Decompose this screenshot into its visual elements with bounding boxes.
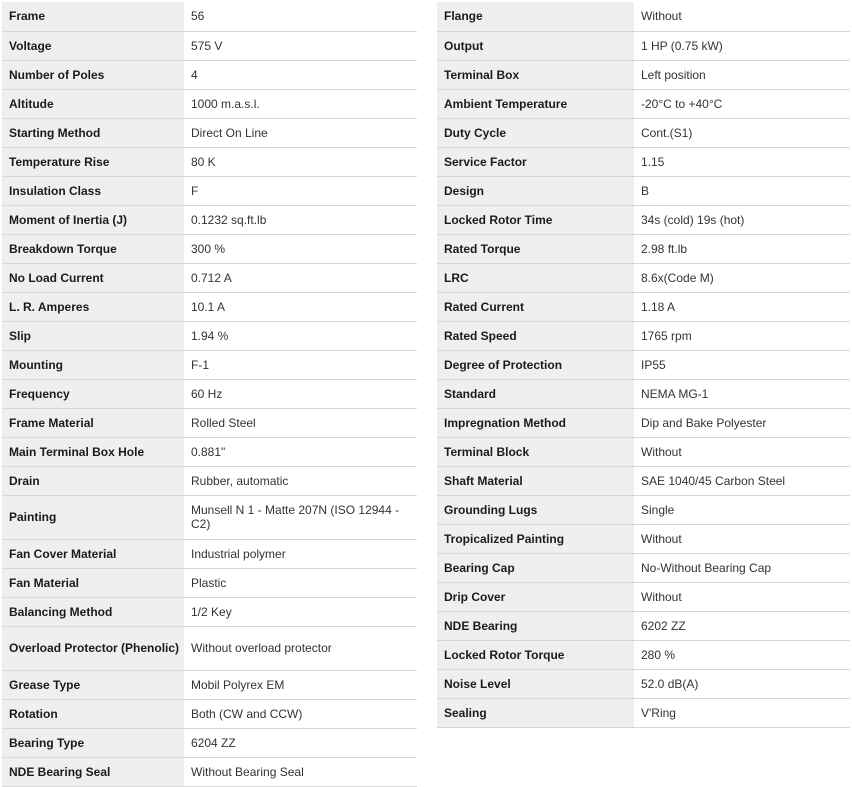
spec-row xyxy=(2,495,417,539)
spec-label: Frame Material xyxy=(2,408,184,437)
spec-value: 60 Hz xyxy=(184,379,417,408)
spec-value: 34s (cold) 19s (hot) xyxy=(634,205,850,234)
spec-value: 1 HP (0.75 kW) xyxy=(634,31,850,60)
spec-row xyxy=(437,2,850,31)
spec-label: Bearing Cap xyxy=(437,553,634,582)
spec-label: Fan Material xyxy=(2,568,184,597)
spec-value: 300 % xyxy=(184,234,417,263)
spec-label: Rated Torque xyxy=(437,234,634,263)
spec-label: Duty Cycle xyxy=(437,118,634,147)
spec-row xyxy=(2,31,417,60)
spec-label: Noise Level xyxy=(437,669,634,698)
spec-row xyxy=(437,495,850,524)
spec-value: 0.712 A xyxy=(184,263,417,292)
spec-value: Direct On Line xyxy=(184,118,417,147)
spec-label: Locked Rotor Time xyxy=(437,205,634,234)
spec-label: Drip Cover xyxy=(437,582,634,611)
spec-row xyxy=(437,582,850,611)
spec-label: Grounding Lugs xyxy=(437,495,634,524)
spec-label: Standard xyxy=(437,379,634,408)
spec-row xyxy=(437,669,850,698)
spec-label: Terminal Box xyxy=(437,60,634,89)
spec-row xyxy=(2,205,417,234)
spec-label: Fan Cover Material xyxy=(2,539,184,568)
spec-label: Starting Method xyxy=(2,118,184,147)
spec-value: 1000 m.a.s.l. xyxy=(184,89,417,118)
spec-value: Without xyxy=(634,524,850,553)
spec-value: 6204 ZZ xyxy=(184,728,417,757)
spec-value: Cont.(S1) xyxy=(634,118,850,147)
spec-row xyxy=(437,321,850,350)
spec-value: 280 % xyxy=(634,640,850,669)
spec-value: -20°C to +40°C xyxy=(634,89,850,118)
spec-value: Left position xyxy=(634,60,850,89)
spec-row xyxy=(2,292,417,321)
left-spec-table-body xyxy=(2,2,417,786)
spec-value: Rubber, automatic xyxy=(184,466,417,495)
spec-value: Plastic xyxy=(184,568,417,597)
spec-row xyxy=(437,60,850,89)
spec-row xyxy=(437,31,850,60)
spec-row xyxy=(2,263,417,292)
spec-value: 1/2 Key xyxy=(184,597,417,626)
spec-row xyxy=(2,597,417,626)
spec-label: Drain xyxy=(2,466,184,495)
spec-label: Degree of Protection xyxy=(437,350,634,379)
spec-label: Moment of Inertia (J) xyxy=(2,205,184,234)
spec-row xyxy=(2,147,417,176)
spec-row xyxy=(2,379,417,408)
spec-label: Flange xyxy=(437,2,634,31)
spec-value: Both (CW and CCW) xyxy=(184,699,417,728)
spec-label: Frequency xyxy=(2,379,184,408)
spec-label: Rotation xyxy=(2,699,184,728)
spec-value: IP55 xyxy=(634,350,850,379)
spec-row xyxy=(437,234,850,263)
spec-label: Breakdown Torque xyxy=(2,234,184,263)
spec-row xyxy=(2,118,417,147)
spec-row xyxy=(437,524,850,553)
spec-row xyxy=(437,466,850,495)
spec-value: No-Without Bearing Cap xyxy=(634,553,850,582)
spec-row xyxy=(2,626,417,670)
spec-row xyxy=(437,350,850,379)
spec-row xyxy=(437,611,850,640)
spec-value: Without xyxy=(634,437,850,466)
spec-row xyxy=(437,698,850,727)
right-spec-table xyxy=(437,2,850,728)
spec-row xyxy=(2,408,417,437)
spec-value: 0.881" xyxy=(184,437,417,466)
spec-label: Balancing Method xyxy=(2,597,184,626)
spec-value: Dip and Bake Polyester xyxy=(634,408,850,437)
spec-label: NDE Bearing Seal xyxy=(2,757,184,786)
spec-row xyxy=(2,234,417,263)
spec-value: Rolled Steel xyxy=(184,408,417,437)
spec-row xyxy=(437,147,850,176)
spec-value: F xyxy=(184,176,417,205)
spec-value: NEMA MG-1 xyxy=(634,379,850,408)
spec-label: L. R. Amperes xyxy=(2,292,184,321)
spec-label: Painting xyxy=(2,495,184,539)
spec-label: Altitude xyxy=(2,89,184,118)
spec-row xyxy=(2,89,417,118)
spec-label: Grease Type xyxy=(2,670,184,699)
spec-value: 80 K xyxy=(184,147,417,176)
spec-label: Tropicalized Painting xyxy=(437,524,634,553)
spec-value: F-1 xyxy=(184,350,417,379)
spec-label: Insulation Class xyxy=(2,176,184,205)
spec-value: 1.18 A xyxy=(634,292,850,321)
spec-row xyxy=(437,292,850,321)
spec-row xyxy=(2,699,417,728)
spec-row xyxy=(437,379,850,408)
spec-value: Without Bearing Seal xyxy=(184,757,417,786)
spec-value: 2.98 ft.lb xyxy=(634,234,850,263)
spec-value: Munsell N 1 - Matte 207N (ISO 12944 - C2) xyxy=(184,495,417,539)
spec-label: Mounting xyxy=(2,350,184,379)
spec-row xyxy=(437,176,850,205)
spec-label: Main Terminal Box Hole xyxy=(2,437,184,466)
spec-row xyxy=(437,408,850,437)
spec-value: 10.1 A xyxy=(184,292,417,321)
spec-label: Frame xyxy=(2,2,184,31)
spec-value: 575 V xyxy=(184,31,417,60)
spec-label: Rated Current xyxy=(437,292,634,321)
spec-value: V'Ring xyxy=(634,698,850,727)
spec-value: Without overload protector xyxy=(184,626,417,670)
spec-row xyxy=(2,321,417,350)
spec-row xyxy=(437,118,850,147)
spec-label: Slip xyxy=(2,321,184,350)
spec-label: NDE Bearing xyxy=(437,611,634,640)
spec-label: Terminal Block xyxy=(437,437,634,466)
spec-value: Industrial polymer xyxy=(184,539,417,568)
spec-label: Rated Speed xyxy=(437,321,634,350)
spec-value: 1.94 % xyxy=(184,321,417,350)
spec-value: 56 xyxy=(184,2,417,31)
spec-value: Without xyxy=(634,2,850,31)
spec-label: Output xyxy=(437,31,634,60)
spec-row xyxy=(437,89,850,118)
spec-value: 52.0 dB(A) xyxy=(634,669,850,698)
spec-row xyxy=(2,568,417,597)
spec-label: Sealing xyxy=(437,698,634,727)
spec-value: Mobil Polyrex EM xyxy=(184,670,417,699)
spec-value: 8.6x(Code M) xyxy=(634,263,850,292)
spec-value: 1.15 xyxy=(634,147,850,176)
spec-row xyxy=(2,539,417,568)
spec-value: B xyxy=(634,176,850,205)
spec-row xyxy=(2,2,417,31)
spec-row xyxy=(2,437,417,466)
spec-row xyxy=(2,670,417,699)
spec-label: Service Factor xyxy=(437,147,634,176)
spec-label: Overload Protector (Phenolic) xyxy=(2,626,184,670)
spec-label: LRC xyxy=(437,263,634,292)
spec-row xyxy=(2,466,417,495)
spec-row xyxy=(2,176,417,205)
spec-label: Locked Rotor Torque xyxy=(437,640,634,669)
spec-label: Design xyxy=(437,176,634,205)
spec-row xyxy=(437,553,850,582)
spec-value: SAE 1040/45 Carbon Steel xyxy=(634,466,850,495)
left-spec-table xyxy=(2,2,417,787)
spec-row xyxy=(437,205,850,234)
spec-label: Impregnation Method xyxy=(437,408,634,437)
spec-value: Without xyxy=(634,582,850,611)
right-spec-table-body xyxy=(437,2,850,727)
spec-label: No Load Current xyxy=(2,263,184,292)
spec-row xyxy=(437,263,850,292)
spec-row xyxy=(437,640,850,669)
spec-label: Temperature Rise xyxy=(2,147,184,176)
spec-row xyxy=(2,350,417,379)
spec-value: 4 xyxy=(184,60,417,89)
spec-label: Voltage xyxy=(2,31,184,60)
spec-value: Single xyxy=(634,495,850,524)
spec-label: Ambient Temperature xyxy=(437,89,634,118)
spec-row xyxy=(2,728,417,757)
spec-value: 1765 rpm xyxy=(634,321,850,350)
spec-row xyxy=(437,437,850,466)
spec-value: 6202 ZZ xyxy=(634,611,850,640)
spec-label: Shaft Material xyxy=(437,466,634,495)
spec-label: Number of Poles xyxy=(2,60,184,89)
spec-label: Bearing Type xyxy=(2,728,184,757)
spec-row xyxy=(2,60,417,89)
spec-value: 0.1232 sq.ft.lb xyxy=(184,205,417,234)
